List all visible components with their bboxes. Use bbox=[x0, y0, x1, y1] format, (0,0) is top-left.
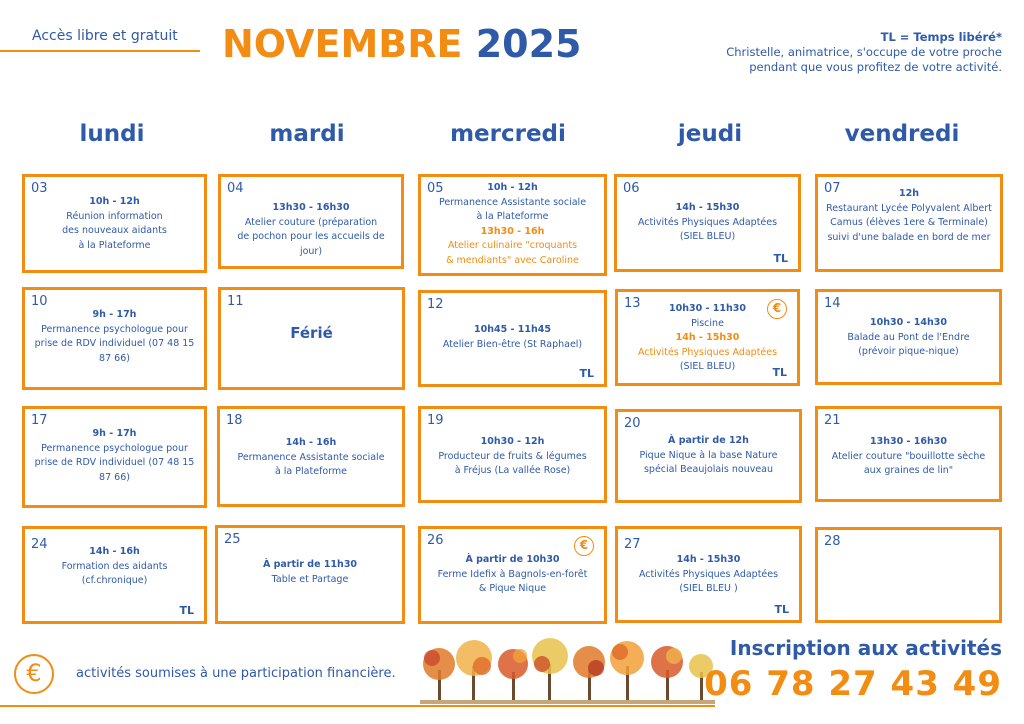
event-line: Table et Partage bbox=[271, 573, 349, 585]
day-content bbox=[29, 427, 200, 485]
day-content bbox=[224, 436, 398, 480]
day-number: 21 bbox=[824, 413, 841, 428]
access-banner bbox=[0, 26, 210, 52]
autumn-trees-illustration bbox=[420, 636, 715, 706]
event-line: Permanence Assistante sociale bbox=[237, 451, 385, 463]
event-line: à la Plateforme bbox=[476, 211, 549, 222]
day-content bbox=[425, 323, 600, 352]
event-time: 14h - 16h bbox=[89, 546, 140, 557]
event-line: Réunion information bbox=[66, 210, 163, 222]
day-content bbox=[29, 308, 200, 366]
holiday-label: Férié bbox=[290, 324, 333, 342]
event-time: 10h30 - 12h bbox=[480, 436, 545, 447]
event-time: 10h - 12h bbox=[487, 182, 538, 193]
inscription-label: Inscription aux activités bbox=[729, 636, 1002, 660]
day-cell-25 bbox=[215, 525, 405, 624]
day-number: 18 bbox=[226, 413, 243, 428]
event-line: Activités Physiques Adaptées bbox=[637, 216, 778, 228]
day-number: 17 bbox=[31, 413, 48, 428]
day-number: 11 bbox=[227, 294, 244, 309]
day-cell-11 bbox=[218, 287, 405, 390]
day-number: 28 bbox=[824, 534, 841, 549]
event-line: Producteur de fruits & légumes bbox=[438, 450, 587, 462]
event-line: Permanence psychologue pour bbox=[41, 442, 188, 454]
event-line: Atelier couture (préparation bbox=[244, 216, 378, 228]
day-cell-03 bbox=[22, 174, 207, 273]
day-content bbox=[29, 195, 200, 253]
day-number: 05 bbox=[427, 181, 444, 196]
event-line: (prévoir pique-nique) bbox=[858, 346, 959, 357]
day-cell-12 bbox=[418, 290, 607, 387]
event-line: Piscine bbox=[691, 317, 724, 329]
event-line: prise de RDV individuel (07 48 15 bbox=[34, 457, 195, 468]
event-line: Pique Nique à la base Nature bbox=[639, 449, 778, 461]
tl-badge: TL bbox=[772, 366, 787, 379]
event-line: (cf.chronique) bbox=[81, 575, 148, 586]
event-time: À partir de 10h30 bbox=[465, 554, 560, 565]
event-line: Ferme Idefix à Bagnols-en-forêt bbox=[437, 568, 588, 580]
day-content bbox=[225, 298, 398, 341]
event-line-highlight: Activités Physiques Adaptées bbox=[637, 346, 778, 358]
day-number: 14 bbox=[824, 296, 841, 311]
event-time: 13h30 - 16h30 bbox=[870, 436, 947, 447]
day-content bbox=[425, 181, 600, 268]
phone-number[interactable]: 06 78 27 43 49 bbox=[704, 664, 1002, 704]
event-line: à la Plateforme bbox=[78, 239, 151, 251]
day-header-tuesday: mardi bbox=[269, 121, 345, 147]
day-cell-05 bbox=[418, 174, 607, 276]
event-line: Activités Physiques Adaptées bbox=[638, 568, 779, 580]
event-line: Permanence Assistante sociale bbox=[438, 196, 587, 208]
legend-text: activités soumises à une participation financière. bbox=[76, 666, 396, 681]
event-line: à la Plateforme bbox=[274, 466, 348, 477]
day-header-friday: vendredi bbox=[844, 121, 960, 147]
day-cell-21 bbox=[815, 406, 1002, 502]
title-month: NOVEMBRE bbox=[222, 22, 463, 66]
day-cell-07 bbox=[815, 174, 1003, 272]
day-number: 19 bbox=[427, 413, 444, 428]
day-cell-18 bbox=[217, 406, 405, 507]
event-line-highlight: & mendiants" avec Caroline bbox=[446, 254, 579, 266]
euro-icon: € bbox=[574, 536, 594, 556]
access-text: Accès libre et gratuit bbox=[32, 28, 178, 44]
tl-note-desc-1: Christelle, animatrice, s'occupe de votre proche bbox=[726, 45, 1002, 59]
day-header-monday: lundi bbox=[79, 121, 145, 147]
day-cell-04 bbox=[218, 174, 404, 269]
day-number: 07 bbox=[824, 181, 841, 196]
event-time: 14h - 15h30 bbox=[676, 554, 741, 565]
day-cell-24 bbox=[22, 526, 207, 624]
day-cell-26 bbox=[418, 526, 607, 624]
event-line: Balade au Pont de l'Endre bbox=[847, 331, 970, 343]
event-time: 13h30 - 16h30 bbox=[272, 202, 350, 213]
day-content bbox=[621, 201, 794, 245]
day-content bbox=[29, 545, 200, 589]
day-cell-14 bbox=[815, 289, 1002, 385]
day-number: 12 bbox=[427, 297, 444, 312]
day-content bbox=[822, 316, 995, 360]
event-line: suivi d'une balade en bord de mer bbox=[827, 231, 991, 243]
day-content bbox=[425, 553, 600, 597]
tl-note bbox=[702, 30, 1002, 75]
day-cell-10 bbox=[22, 287, 207, 390]
day-number: 13 bbox=[624, 296, 641, 311]
event-line: 87 66) bbox=[99, 471, 130, 483]
event-line: aux graines de lin" bbox=[863, 465, 954, 476]
page-title bbox=[222, 22, 581, 66]
day-number: 20 bbox=[624, 416, 641, 431]
day-cell-17 bbox=[22, 406, 207, 508]
event-time: 10h45 - 11h45 bbox=[474, 324, 551, 335]
tl-badge: TL bbox=[774, 603, 789, 616]
event-line: & Pique Nique bbox=[478, 583, 547, 594]
euro-icon: € bbox=[767, 299, 787, 319]
event-line: Formation des aidants bbox=[61, 560, 168, 572]
event-line: Atelier Bien-être (St Raphael) bbox=[442, 338, 583, 350]
event-time: 10h30 - 14h30 bbox=[870, 317, 947, 328]
day-header-wednesday: mercredi bbox=[450, 121, 566, 147]
access-underline bbox=[0, 50, 200, 52]
event-line: prise de RDV individuel (07 48 15 bbox=[34, 338, 195, 349]
event-line: Camus (élèves 1ere & Terminale) bbox=[830, 217, 988, 228]
event-time-2: 13h30 - 16h bbox=[480, 225, 545, 237]
event-line: à Fréjus (La vallée Rose) bbox=[454, 465, 571, 476]
event-line: spécial Beaujolais nouveau bbox=[643, 464, 774, 475]
event-time: 10h30 - 11h30 bbox=[669, 303, 746, 314]
event-line: de pochon pour les accueils de jour) bbox=[237, 231, 385, 257]
day-number: 25 bbox=[224, 532, 241, 547]
day-content bbox=[622, 302, 793, 375]
tl-badge: TL bbox=[179, 604, 194, 617]
tl-note-desc-2: pendant que vous profitez de votre activité. bbox=[749, 60, 1002, 74]
day-content bbox=[822, 187, 996, 245]
day-number: 04 bbox=[227, 181, 244, 196]
event-time: 10h - 12h bbox=[89, 196, 140, 207]
day-header-thursday: jeudi bbox=[677, 121, 743, 147]
event-time: 9h - 17h bbox=[92, 309, 137, 320]
day-content bbox=[622, 553, 795, 597]
event-time: 9h - 17h bbox=[92, 428, 137, 439]
day-content bbox=[225, 201, 397, 259]
event-time-2: 14h - 15h30 bbox=[675, 332, 740, 343]
day-number: 26 bbox=[427, 533, 444, 548]
event-line-highlight: Atelier culinaire "croquants bbox=[447, 240, 578, 251]
event-time: 12h bbox=[899, 188, 919, 199]
day-cell-27 bbox=[615, 526, 802, 623]
event-line: Permanence psychologue pour bbox=[41, 323, 188, 335]
day-cell-06 bbox=[614, 174, 801, 272]
event-time: À partir de 12h bbox=[668, 435, 749, 446]
event-line: (SIEL BLEU) bbox=[679, 231, 736, 242]
day-cell-28 bbox=[815, 527, 1002, 623]
event-line: Atelier couture "bouillotte sèche bbox=[831, 450, 986, 462]
day-content bbox=[425, 435, 600, 479]
event-line: 87 66) bbox=[99, 352, 130, 364]
euro-icon: € bbox=[14, 654, 54, 694]
day-content bbox=[222, 558, 398, 587]
tl-badge: TL bbox=[579, 367, 594, 380]
day-number: 03 bbox=[31, 181, 48, 196]
tl-note-title: TL = Temps libéré* bbox=[880, 30, 1002, 44]
event-line: Restaurant Lycée Polyvalent Albert bbox=[826, 202, 992, 214]
day-cell-13 bbox=[615, 289, 800, 386]
day-number: 10 bbox=[31, 294, 48, 309]
day-number: 06 bbox=[623, 181, 640, 196]
day-cell-19 bbox=[418, 406, 607, 503]
title-year: 2025 bbox=[475, 22, 582, 66]
day-cell-20 bbox=[615, 409, 802, 503]
event-line: (SIEL BLEU ) bbox=[679, 583, 738, 594]
event-time: À partir de 11h30 bbox=[262, 559, 358, 570]
day-content bbox=[622, 434, 795, 478]
day-content bbox=[822, 435, 995, 479]
event-time: 14h - 15h30 bbox=[675, 202, 740, 213]
day-number: 27 bbox=[624, 537, 641, 552]
event-line: (SIEL BLEU) bbox=[679, 361, 736, 372]
day-number: 24 bbox=[31, 537, 48, 552]
tl-badge: TL bbox=[773, 252, 788, 265]
event-line: des nouveaux aidants bbox=[62, 225, 167, 236]
event-time: 14h - 16h bbox=[285, 437, 337, 448]
